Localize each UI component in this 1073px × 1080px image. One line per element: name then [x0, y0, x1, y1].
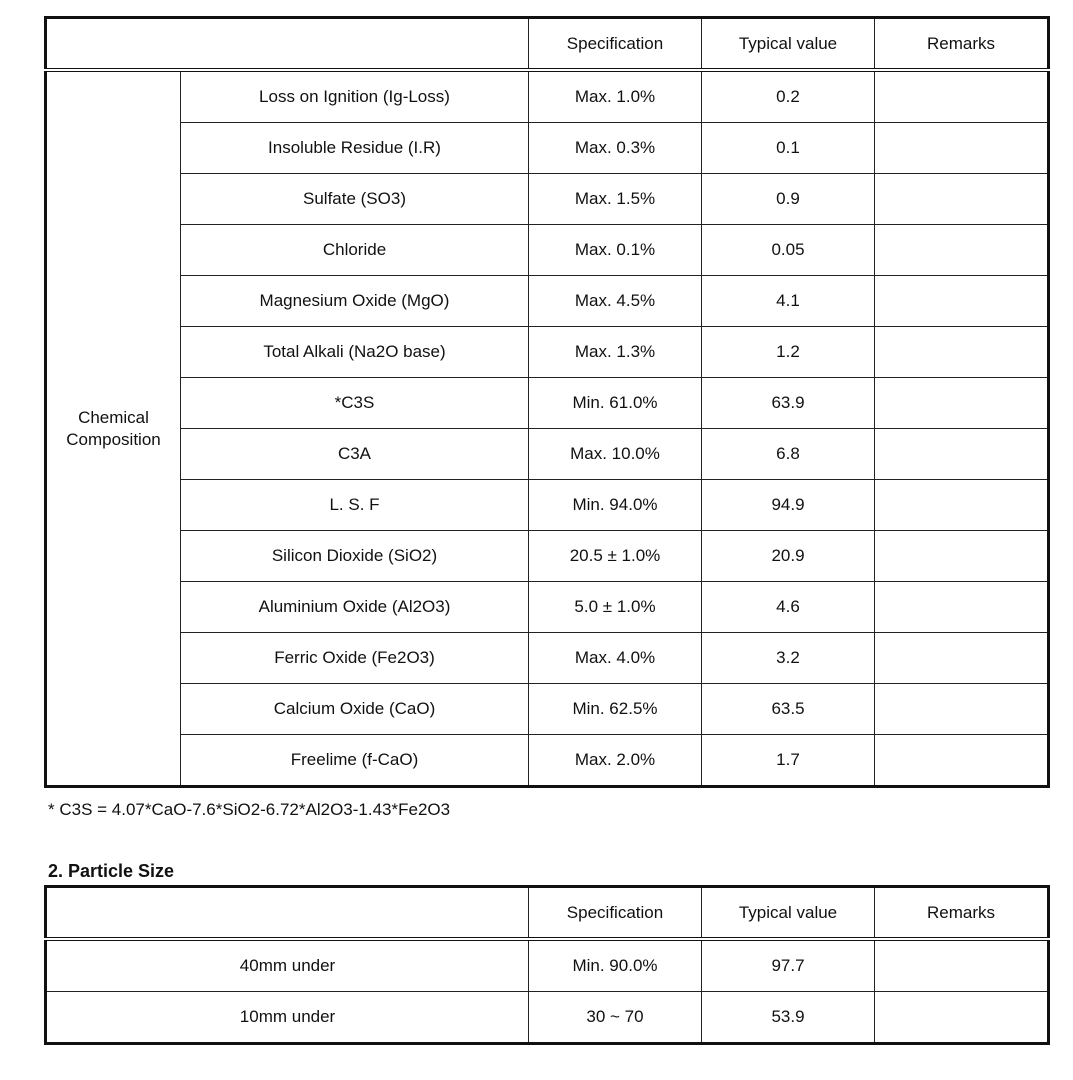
typical-value-cell: 53.9 [702, 992, 875, 1044]
specification-cell: Min. 94.0% [529, 480, 702, 531]
specification-cell: Max. 4.5% [529, 276, 702, 327]
specification-cell: Max. 0.1% [529, 225, 702, 276]
table-row [46, 378, 1049, 429]
specification-cell: Max. 1.3% [529, 327, 702, 378]
typical-value-cell: 0.1 [702, 123, 875, 174]
table-row [46, 992, 1049, 1044]
typical-value-cell: 94.9 [702, 480, 875, 531]
table-row [46, 480, 1049, 531]
remarks-cell [875, 735, 1049, 787]
remarks-cell [875, 531, 1049, 582]
specification-cell: Min. 90.0% [529, 939, 702, 992]
typical-value-cell: 3.2 [702, 633, 875, 684]
table-header-row [46, 18, 1049, 71]
typical-value-cell: 0.9 [702, 174, 875, 225]
remarks-cell [875, 684, 1049, 735]
table-row [46, 123, 1049, 174]
item-cell: Freelime (f-CaO) [181, 735, 529, 787]
typical-value-cell: 1.2 [702, 327, 875, 378]
remarks-cell [875, 70, 1049, 123]
remarks-cell [875, 276, 1049, 327]
table-row [46, 582, 1049, 633]
item-cell: L. S. F [181, 480, 529, 531]
header-remarks: Remarks [875, 18, 1049, 71]
typical-value-cell: 4.6 [702, 582, 875, 633]
item-cell: Aluminium Oxide (Al2O3) [181, 582, 529, 633]
table-row [46, 276, 1049, 327]
typical-value-cell: 20.9 [702, 531, 875, 582]
typical-value-cell: 63.5 [702, 684, 875, 735]
specification-cell: Min. 62.5% [529, 684, 702, 735]
header-corner-cell [46, 887, 529, 940]
header-specification: Specification [529, 887, 702, 940]
table-row [46, 735, 1049, 787]
item-cell: *C3S [181, 378, 529, 429]
item-cell: Ferric Oxide (Fe2O3) [181, 633, 529, 684]
typical-value-cell: 0.2 [702, 70, 875, 123]
typical-value-cell: 97.7 [702, 939, 875, 992]
table-row [46, 225, 1049, 276]
particle-size-table [44, 885, 1050, 1045]
table-row [46, 633, 1049, 684]
header-typical-value: Typical value [702, 18, 875, 71]
item-cell: 40mm under [46, 939, 529, 992]
typical-value-cell: 1.7 [702, 735, 875, 787]
table-header-row [46, 887, 1049, 940]
specification-cell: 20.5 ± 1.0% [529, 531, 702, 582]
item-cell: Loss on Ignition (Ig-Loss) [181, 70, 529, 123]
remarks-cell [875, 174, 1049, 225]
item-cell: Insoluble Residue (I.R) [181, 123, 529, 174]
specification-cell: Max. 10.0% [529, 429, 702, 480]
item-cell: 10mm under [46, 992, 529, 1044]
section-title-particle-size: 2. Particle Size [48, 861, 175, 881]
specification-cell: Max. 1.0% [529, 70, 702, 123]
header-corner-cell [46, 18, 529, 71]
specification-cell: Min. 61.0% [529, 378, 702, 429]
remarks-cell [875, 378, 1049, 429]
group-label-chemical-composition: Chemical Composition [46, 70, 181, 787]
typical-value-cell: 63.9 [702, 378, 875, 429]
item-cell: Magnesium Oxide (MgO) [181, 276, 529, 327]
specification-cell: Max. 4.0% [529, 633, 702, 684]
table-row [46, 531, 1049, 582]
remarks-cell [875, 633, 1049, 684]
table-row [46, 174, 1049, 225]
remarks-cell [875, 582, 1049, 633]
table-row [46, 429, 1049, 480]
remarks-cell [875, 225, 1049, 276]
item-cell: Silicon Dioxide (SiO2) [181, 531, 529, 582]
item-cell: Chloride [181, 225, 529, 276]
remarks-cell [875, 480, 1049, 531]
item-cell: Sulfate (SO3) [181, 174, 529, 225]
typical-value-cell: 6.8 [702, 429, 875, 480]
table-row [46, 70, 1049, 123]
header-specification: Specification [529, 18, 702, 71]
table-row [46, 327, 1049, 378]
typical-value-cell: 0.05 [702, 225, 875, 276]
specification-cell: Max. 0.3% [529, 123, 702, 174]
table-row [46, 939, 1049, 992]
item-cell: Calcium Oxide (CaO) [181, 684, 529, 735]
chemical-composition-table [44, 16, 1050, 788]
remarks-cell [875, 123, 1049, 174]
item-cell: Total Alkali (Na2O base) [181, 327, 529, 378]
typical-value-cell: 4.1 [702, 276, 875, 327]
remarks-cell [875, 429, 1049, 480]
specification-cell: Max. 1.5% [529, 174, 702, 225]
header-remarks: Remarks [875, 887, 1049, 940]
c3s-formula-footnote: * C3S = 4.07*CaO-7.6*SiO2-6.72*Al2O3-1.43*Fe2O3 [48, 800, 451, 819]
specification-cell: 30 ~ 70 [529, 992, 702, 1044]
header-typical-value: Typical value [702, 887, 875, 940]
remarks-cell [875, 939, 1049, 992]
remarks-cell [875, 327, 1049, 378]
item-cell: C3A [181, 429, 529, 480]
table-row [46, 684, 1049, 735]
remarks-cell [875, 992, 1049, 1044]
specification-cell: Max. 2.0% [529, 735, 702, 787]
specification-cell: 5.0 ± 1.0% [529, 582, 702, 633]
